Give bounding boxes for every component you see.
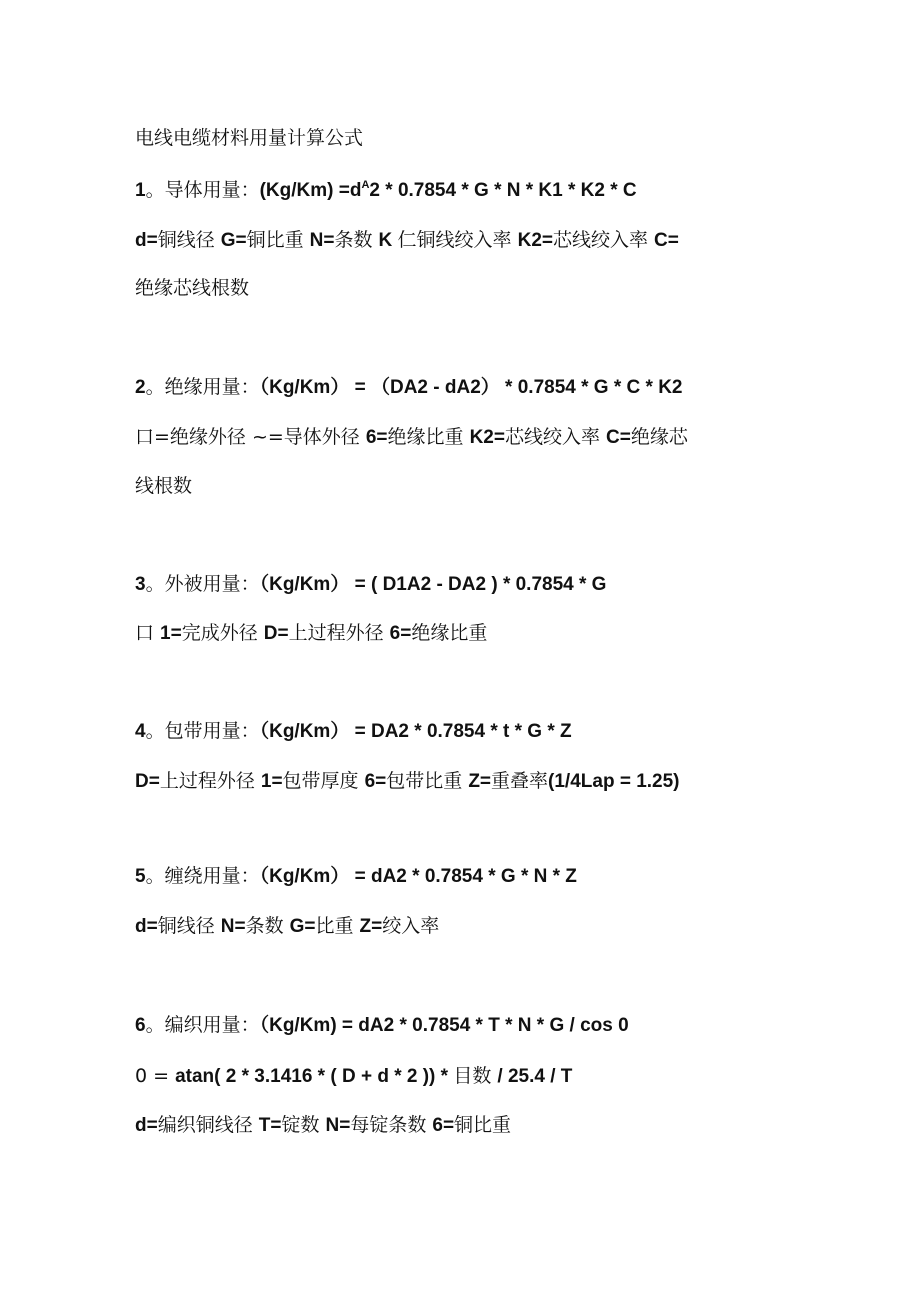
- text-segment: 0 =: [135, 1065, 176, 1087]
- text-segment: 包带厚度: [282, 770, 365, 792]
- text-segment: G=: [220, 230, 247, 251]
- text-segment: atan( 2 * 3.1416 * ( D + d * 2 )) *: [175, 1066, 454, 1087]
- text-segment: 口=绝缘外径: [135, 426, 252, 448]
- section-5-heading: [135, 864, 577, 889]
- section-1-desc-line-2: [135, 276, 249, 300]
- section-3-desc-line-1: [135, 621, 487, 646]
- text-segment: 绞入率: [382, 915, 440, 937]
- text-segment: N=: [309, 230, 335, 251]
- text-segment: 编织铜线径: [157, 1114, 259, 1136]
- text-segment: 6=: [432, 1115, 455, 1136]
- section-6-extra-formula: [135, 1064, 572, 1089]
- text-segment: 1=: [260, 771, 283, 792]
- text-segment: 6=: [389, 623, 412, 644]
- section-1-heading: [135, 178, 637, 203]
- text-segment: 铜线径: [157, 915, 221, 937]
- section-formula: （Kg/Km） = （DA2 - dA2） * 0.7854 * G * C * K2: [259, 377, 683, 398]
- text-segment: 包带比重: [386, 770, 469, 792]
- section-number: 2: [135, 377, 146, 398]
- text-segment: ~=导体外径: [251, 426, 366, 448]
- section-formula: （Kg/Km） = dA2 * 0.7854 * G * N * Z: [259, 866, 577, 887]
- text-segment: / 25.4 / T: [497, 1066, 573, 1087]
- section-formula: （Kg/Km） = ( D1A2 - DA2 ) * 0.7854 * G: [259, 574, 607, 595]
- section-formula: （Kg/Km) = dA2 * 0.7854 * T * N * G / cos 0: [259, 1015, 629, 1036]
- text-segment: K: [378, 230, 398, 251]
- text-segment: 芯线绞入率: [504, 426, 607, 448]
- section-5-desc-line-1: [135, 914, 439, 939]
- section-formula: （Kg/Km） = DA2 * 0.7854 * t * G * Z: [259, 721, 572, 742]
- text-segment: K2=: [469, 427, 505, 448]
- text-segment: 芯线绞入率: [552, 229, 655, 251]
- text-segment: 重叠率: [491, 770, 549, 792]
- section-4-heading: [135, 719, 572, 744]
- section-1-desc-line-1: [135, 228, 679, 253]
- text-segment: 每锭条数: [350, 1114, 433, 1136]
- text-segment: 条数: [245, 915, 290, 937]
- text-segment: 锭数: [281, 1114, 326, 1136]
- text-segment: 比重: [315, 915, 360, 937]
- section-name: 。包带用量：: [145, 720, 260, 742]
- text-segment: 绝缘比重: [387, 426, 470, 448]
- section-6-heading: [135, 1013, 629, 1038]
- section-name: 。编织用量：: [145, 1014, 260, 1036]
- section-number: 6: [135, 1015, 146, 1036]
- text-segment: T=: [258, 1115, 282, 1136]
- text-segment: Z=: [468, 771, 492, 792]
- text-segment: 绝缘芯: [630, 426, 688, 448]
- text-segment: 绝缘芯线根数: [135, 277, 250, 299]
- section-2-desc-line-2: [135, 474, 192, 498]
- text-segment: 条数: [334, 229, 379, 251]
- text-segment: C=: [654, 230, 679, 251]
- text-segment: 1=: [160, 623, 182, 644]
- text-segment: 完成外径: [181, 622, 264, 644]
- text-segment: 上过程外径: [159, 770, 261, 792]
- text-segment: 铜比重: [246, 229, 310, 251]
- section-name: 。绝缘用量：: [145, 376, 260, 398]
- text-segment: D=: [263, 623, 289, 644]
- text-segment: 6=: [365, 427, 388, 448]
- text-segment: d=: [135, 1115, 158, 1136]
- text-segment: (1/4Lap = 1.25): [548, 771, 680, 792]
- section-name: 。外被用量：: [145, 573, 260, 595]
- text-segment: d=: [135, 230, 158, 251]
- section-number: 5: [135, 866, 146, 887]
- section-4-desc-line-1: [135, 769, 680, 794]
- section-6-desc-line-1: [135, 1113, 511, 1138]
- text-segment: 上过程外径: [288, 622, 390, 644]
- text-segment: N=: [220, 916, 246, 937]
- section-formula: $(Kg/Km) =d^A2 * 0.7854 * G * N * K1 * K2 * C$: [259, 179, 637, 201]
- text-segment: 口: [135, 622, 161, 644]
- section-number: 1: [135, 180, 146, 201]
- text-segment: 线根数: [135, 475, 193, 497]
- text-segment: 目数: [453, 1065, 498, 1087]
- text-segment: 6=: [364, 771, 387, 792]
- text-segment: K2=: [517, 230, 553, 251]
- text-segment: D=: [135, 771, 160, 792]
- text-segment: 仁铜线绞入率: [397, 229, 518, 251]
- text-segment: N=: [325, 1115, 351, 1136]
- text-segment: 绝缘比重: [411, 622, 488, 644]
- text-segment: 铜比重: [454, 1114, 512, 1136]
- section-2-heading: [135, 375, 682, 400]
- text-segment: G=: [289, 916, 316, 937]
- text-segment: C=: [606, 427, 631, 448]
- section-name: 。导体用量：: [145, 179, 260, 201]
- text-segment: 铜线径: [157, 229, 221, 251]
- text-segment: d=: [135, 916, 158, 937]
- section-name: 。缠绕用量：: [145, 865, 260, 887]
- section-3-heading: [135, 572, 606, 597]
- text-segment: Z=: [359, 916, 383, 937]
- section-number: 4: [135, 721, 146, 742]
- section-number: 3: [135, 574, 146, 595]
- document-title: 电线电缆材料用量计算公式: [135, 127, 364, 149]
- section-2-desc-line-1: [135, 425, 688, 450]
